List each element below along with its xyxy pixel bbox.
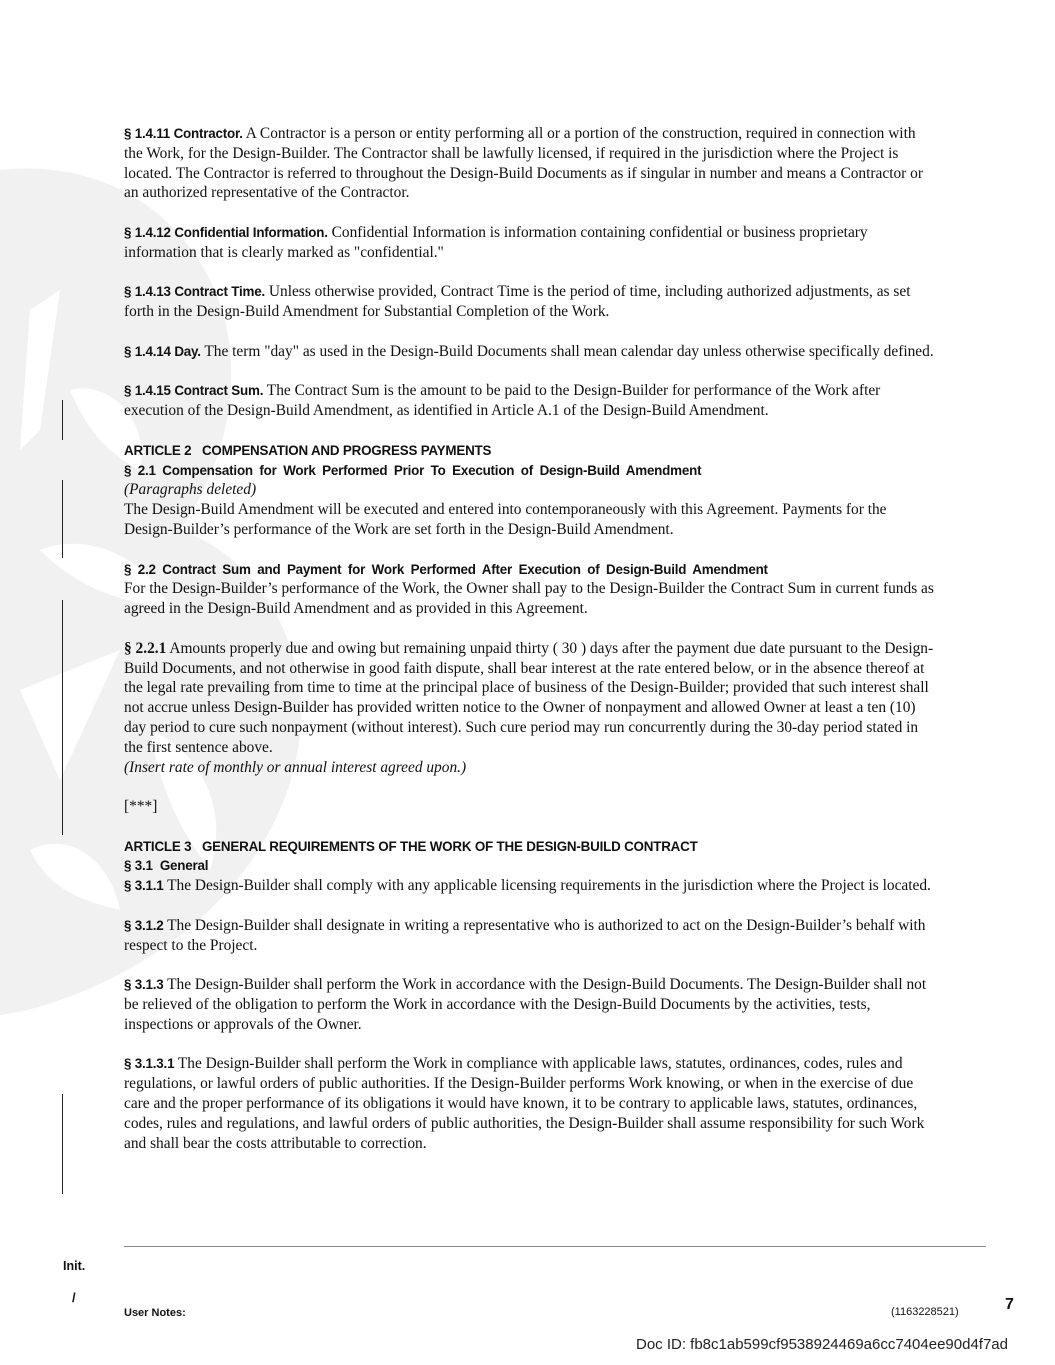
section-number: § 1.4.14 Day. — [124, 343, 201, 359]
initials-label: Init. — [63, 1259, 86, 1273]
section-2-2-text: For the Design-Builder’s performance of the Work, the Owner shall pay to the Design-Builder the Contract Sum in current funds as agreed in the Design-Build Amendment and as provided in this Agreement. — [124, 580, 934, 618]
section-2-1-heading: § 2.1 Compensation for Work Performed Prior To Execution of Design-Build Amendment — [124, 462, 702, 478]
reference-number: (1163228521) — [891, 1306, 959, 1318]
section-number: § 1.4.11 Contractor. — [124, 126, 243, 141]
paragraph-text: Confidential Information is information containing confidential or business proprietary information that is clearly marked as "confidential." — [124, 223, 868, 261]
redacted-text: [***] — [124, 798, 158, 816]
paragraph-1-4-11 — [124, 124, 936, 203]
change-bar — [62, 1094, 63, 1194]
section-3-1-heading: § 3.1 General — [124, 858, 209, 874]
section-number: § 2.2.1 — [124, 639, 167, 657]
paragraph-3-1-1 — [124, 876, 936, 896]
footer-divider — [124, 1246, 986, 1247]
user-notes-label: User Notes: — [124, 1307, 186, 1319]
paragraph-text: The Design-Builder shall designate in writing a representative who is authorized to act on the Design-Builder’s behalf with respect to the Project. — [124, 916, 926, 954]
section-number: § 1.4.12 Confidential Information. — [124, 224, 328, 240]
paragraph-3-1-2 — [124, 916, 936, 956]
paragraph-2-2-1 — [124, 639, 936, 758]
section-number: § 3.1.3 — [124, 977, 164, 993]
change-bar — [62, 400, 63, 440]
paragraph-text: The term "day" as used in the Design-Build Documents shall mean calendar day unless otherwise specifically defined. — [200, 342, 934, 360]
paragraph-text: Unless otherwise provided, Contract Time is the period of time, including authorized adjustments, as set forth in the Design-Build Amendment for Substantial Completion of the Work. — [124, 283, 911, 321]
paragraphs-deleted-note: (Paragraphs deleted) — [124, 481, 257, 499]
section-number: § 3.1.3.1 — [124, 1056, 175, 1072]
section-number: § 3.1.2 — [124, 917, 164, 933]
section-number: § 1.4.15 Contract Sum. — [124, 383, 264, 399]
paragraph-1-4-15 — [124, 381, 936, 421]
initials-slash: / — [72, 1290, 76, 1305]
paragraph-3-1-3-1 — [124, 1054, 936, 1153]
paragraph-text: Amounts properly due and owing but remaining unpaid thirty ( 30 ) days after the payment due date pursuant to the Design-Build Documents, and not otherwise in good faith dispute, shall bear interest at the rate entered below, or in the absence thereof at the legal rate prevailing from time to time at the principal place of business of the Design-Builder; provided that such interest shall not accrue unless Design-Builder has provided written notice to the Owner of nonpayment and allowed Owner at least a ten (10) day period to cure such nonpayment (without interest). Such cure period may run concurrently during the 30-day period stated in the first sentence above. — [124, 639, 934, 756]
paragraph-text: The Design-Builder shall perform the Work in compliance with applicable laws, statutes, ordinances, codes, rules and regulations, or lawful orders of public authorities. If the Design-Builder performs Work knowing, or when in the exercise of due care and the proper performance of its obligations it would have known, it to be contrary to applicable laws, statutes, ordinances, codes, rules and regulations, and lawful orders of public authorities, the Design-Builder shall assume responsibility for such Work and shall bear the costs attributable to correction. — [124, 1055, 925, 1152]
interest-rate-instruction: (Insert rate of monthly or annual interest agreed upon.) — [124, 758, 467, 776]
paragraph-text: The Design-Builder shall comply with any applicable licensing requirements in the jurisdiction where the Project is located. — [163, 877, 931, 895]
paragraph-3-1-3 — [124, 975, 936, 1034]
paragraph-text: The Contract Sum is the amount to be paid to the Design-Builder for performance of the Work after execution of the Design-Build Amendment, as identified in Article A.1 of the Design-Build Amendment. — [124, 382, 881, 420]
section-number: § 1.4.13 Contract Time. — [124, 284, 266, 300]
section-2-2-heading: § 2.2 Contract Sum and Payment for Work Performed After Execution of Design-Build Amendment — [124, 561, 768, 577]
section-number: § 3.1.1 — [124, 878, 164, 894]
change-bar — [62, 480, 63, 558]
paragraph-text: A Contractor is a person or entity performing all or a portion of the construction, required in connection with the Work, for the Design-Builder. The Contractor shall be lawfully licensed, if required in the jurisdiction where the Project is located. The Contractor is referred to throughout the Design-Build Documents as if singular in number and means a Contractor or an authorized representative of the Contractor. — [124, 125, 923, 202]
doc-id: Doc ID: fb8c1ab599cf9538924469a6cc7404ee90d4f7ad — [636, 1336, 1008, 1353]
article-2-heading: ARTICLE 2 COMPENSATION AND PROGRESS PAYMENTS — [124, 442, 492, 458]
page-number: 7 — [1005, 1296, 1014, 1313]
section-2-1-text: The Design-Build Amendment will be executed and entered into contemporaneously with this Agreement. Payments for the Design-Builder’s performance of the Work are set forth in the Design-Build Amendment. — [124, 501, 887, 538]
paragraph-1-4-14 — [124, 342, 936, 362]
paragraph-text: The Design-Builder shall perform the Work in accordance with the Design-Build Documents. The Design-Builder shall not be relieved of the obligation to perform the Work in accordance with the Design-Build Documents by the activities, tests, inspections or approvals of the Owner. — [124, 976, 927, 1033]
article-3-heading: ARTICLE 3 GENERAL REQUIREMENTS OF THE WORK OF THE DESIGN-BUILD CONTRACT — [124, 838, 698, 854]
paragraph-1-4-12 — [124, 223, 936, 263]
document-body — [124, 124, 936, 1173]
paragraph-1-4-13 — [124, 282, 936, 322]
change-bar — [62, 600, 63, 835]
